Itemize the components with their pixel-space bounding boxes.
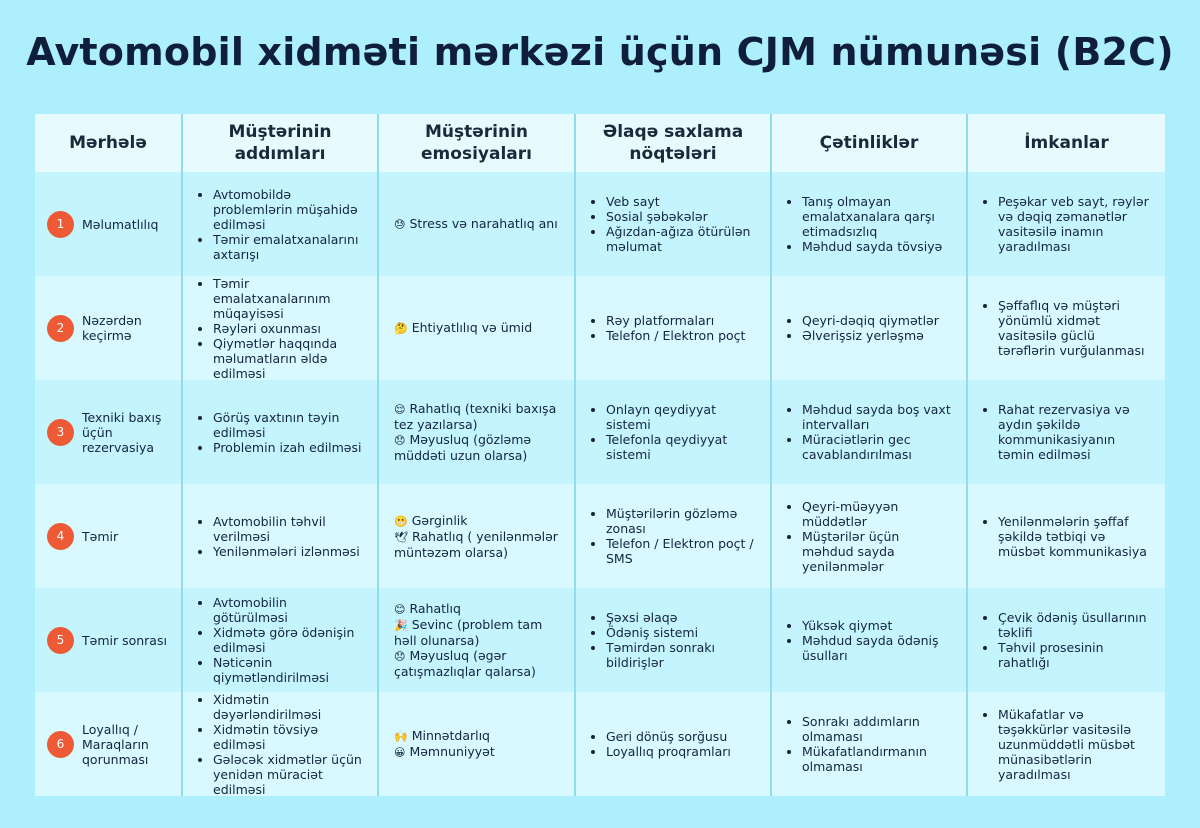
list-item: • Sosial şəbəkələr (606, 209, 758, 224)
challenges-cell (772, 172, 968, 276)
stage-label: Təmir (82, 528, 119, 544)
list-item: • Rəy platformaları (606, 313, 745, 328)
emotion-text: Rahatlıq (texniki baxışa tez yazılarsa) (394, 401, 557, 432)
touchpoints-cell (576, 588, 772, 692)
emotion-emoji-icon: 😬 (394, 514, 408, 528)
steps-cell-list (183, 410, 377, 455)
emotions-cell (379, 484, 576, 588)
list-item: • Məhdud sayda ödəniş üsulları (802, 633, 954, 663)
emotions-cell (379, 588, 576, 692)
emotion-item (394, 216, 558, 232)
list-item: • Təmir emalatxanalarınım müqayisəsi (213, 276, 365, 321)
challenges-cell-list (772, 714, 966, 774)
emotion-text: Minnətdarlıq (411, 728, 490, 743)
stage-label: Məlumatlılıq (82, 216, 159, 232)
list-item: • Geri dönüş sorğusu (606, 729, 731, 744)
list-item: • Telefon / Elektron poçt / SMS (606, 536, 758, 566)
emotion-item (394, 432, 562, 463)
stage-number-badge: 5 (47, 627, 74, 654)
emotions-cell (379, 172, 576, 276)
stage-number-badge: 4 (47, 523, 74, 550)
stage-number-badge: 1 (47, 211, 74, 238)
touchpoints-cell (576, 172, 772, 276)
list-item: • Təmirdən sonrakı bildirişlər (606, 640, 758, 670)
emotion-text: Məyusluq (əgər çatışmazlıqlar qalarsa) (394, 648, 536, 679)
emotion-emoji-icon: 😞 (394, 650, 406, 663)
steps-cell (183, 484, 379, 588)
emotion-emoji-icon: 🕊 (394, 530, 408, 544)
stage-label: Nəzərdən keçirmə (82, 313, 142, 343)
list-item: • Görüş vaxtının təyin edilməsi (213, 410, 365, 440)
emotion-text: Ehtiyatlılıq və ümid (411, 320, 533, 335)
opportunities-cell-list (968, 402, 1165, 462)
challenges-cell-list (772, 194, 966, 254)
emotion-item (394, 617, 562, 648)
steps-cell (183, 692, 379, 796)
list-item: • Təhvil prosesinin rahatlığı (998, 640, 1153, 670)
opportunities-cell-list (968, 514, 1165, 559)
touchpoints-cell (576, 692, 772, 796)
emotion-text: Stress və narahatlıq anı (409, 216, 558, 231)
stage-label: Təmir sonrası (82, 632, 167, 648)
emotion-emoji-icon: 😌 (394, 403, 406, 416)
list-item: • Çevik ödəniş üsullarının təklifi (998, 610, 1153, 640)
list-item: • Problemin izah edilməsi (213, 440, 365, 455)
header-steps: Müştərinin addımları (183, 114, 379, 172)
emotions-list (394, 728, 495, 760)
opportunities-cell-list (968, 298, 1165, 358)
opportunities-cell (968, 172, 1165, 276)
emotion-text: Sevinc (problem tam həll olunarsa) (394, 617, 543, 648)
opportunities-cell-list (968, 194, 1165, 254)
emotion-item (394, 401, 562, 432)
list-item: • Peşəkar veb sayt, rəylər və dəqiq zəmanətlər vasitəsilə inamın yaradılması (998, 194, 1153, 254)
list-item: • Müraciətlərin gec cavablandırılması (802, 432, 954, 462)
emotion-emoji-icon: 😀 (394, 746, 406, 759)
stage-cell (35, 380, 183, 484)
emotion-emoji-icon: 😞 (394, 434, 406, 447)
list-item: • Yüksək qiymət (802, 618, 954, 633)
stage-number-badge: 3 (47, 419, 74, 446)
emotion-item (394, 529, 562, 560)
list-item: • Ödəniş sistemi (606, 625, 758, 640)
stage-cell (35, 172, 183, 276)
list-item: • Avtomobildə problemlərin müşahidə edilməsi (213, 187, 365, 232)
emotion-item (394, 728, 495, 744)
list-item: • Qeyri-dəqiq qiymətlər (802, 313, 939, 328)
emotion-text: Gərginlik (411, 512, 468, 528)
touchpoints-cell-list (576, 506, 770, 566)
steps-cell (183, 276, 379, 380)
emotion-emoji-icon: 🎉 (394, 619, 408, 632)
list-item: • Veb sayt (606, 194, 758, 209)
touchpoints-cell-list (576, 313, 757, 343)
emotions-list (394, 513, 562, 560)
touchpoints-cell (576, 276, 772, 380)
page-title: Avtomobil xidməti mərkəzi üçün CJM nümunəsi (B2C) (26, 30, 1174, 74)
challenges-cell (772, 484, 968, 588)
list-item: • Məhdud sayda boş vaxt intervalları (802, 402, 954, 432)
list-item: • Şəffaflıq və müştəri yönümlü xidmət vasitəsilə güclü tərəflərin vurğulanması (998, 298, 1153, 358)
list-item: • Xidmətin dəyərləndirilməsi (213, 692, 365, 722)
emotions-cell (379, 380, 576, 484)
header-stage: Mərhələ (35, 114, 183, 172)
list-item: • Sonrakı addımların olmaması (802, 714, 954, 744)
list-item: • Telefon / Elektron poçt (606, 328, 745, 343)
list-item: • Təmir emalatxanalarını axtarışı (213, 232, 365, 262)
stage-number-badge: 2 (47, 315, 74, 342)
touchpoints-cell (576, 484, 772, 588)
emotions-cell (379, 276, 576, 380)
list-item: • Loyallıq proqramları (606, 744, 731, 759)
challenges-cell (772, 692, 968, 796)
emotion-emoji-icon: 🤔 (394, 322, 408, 335)
opportunities-cell (968, 380, 1165, 484)
list-item: • Nəticənin qiymətləndirilməsi (213, 655, 365, 685)
list-item: • Məhdud sayda tövsiyə (802, 239, 954, 254)
stage-cell (35, 484, 183, 588)
opportunities-cell-list (968, 707, 1165, 782)
list-item: • Xidmətin tövsiyə edilməsi (213, 722, 365, 752)
emotions-list (394, 216, 558, 232)
list-item: • Gələcək xidmətlər üçün yenidən müraciət edilməsi (213, 752, 365, 797)
list-item: • Yenilənmələrin şəffaf şəkildə tətbiqi və müsbət kommunikasiya (998, 514, 1153, 559)
touchpoints-cell (576, 380, 772, 484)
steps-cell-list (183, 187, 377, 262)
opportunities-cell-list (968, 610, 1165, 670)
list-item: • Avtomobilin təhvil verilməsi (213, 514, 365, 544)
list-item: • Yenilənmələri izlənməsi (213, 544, 365, 559)
challenges-cell (772, 276, 968, 380)
steps-cell (183, 172, 379, 276)
list-item: • Müştərilər üçün məhdud sayda yenilənmələr (802, 529, 954, 574)
emotion-text: Məyusluq (gözləmə müddəti uzun olarsa) (394, 432, 532, 463)
stage-cell (35, 276, 183, 380)
steps-cell (183, 588, 379, 692)
list-item: • Ağızdan-ağıza ötürülən məlumat (606, 224, 758, 254)
list-item: • Onlayn qeydiyyat sistemi (606, 402, 758, 432)
challenges-cell-list (772, 402, 966, 462)
list-item: • Mükafatlandırmanın olmaması (802, 744, 954, 774)
opportunities-cell (968, 484, 1165, 588)
steps-cell-list (183, 514, 377, 559)
steps-cell-list (183, 692, 377, 797)
list-item: • Qeyri-müəyyən müddətlər (802, 499, 954, 529)
challenges-cell-list (772, 499, 966, 574)
header-touchpoints: Əlaqə saxlama nöqtələri (576, 114, 772, 172)
challenges-cell (772, 588, 968, 692)
emotions-list (394, 401, 562, 463)
opportunities-cell (968, 588, 1165, 692)
stage-label: Texniki baxış üçün rezervasiya (82, 409, 162, 455)
list-item: • Qiymətlər haqqında məlumatların əldə edilməsi (213, 336, 365, 381)
touchpoints-cell-list (576, 610, 770, 670)
cjm-table (35, 114, 1165, 796)
emotions-list (394, 601, 562, 679)
steps-cell-list (183, 595, 377, 685)
list-item: • Şəxsi əlaqə (606, 610, 758, 625)
emotion-text: Rahatlıq (409, 601, 461, 616)
emotion-emoji-icon: 🙌 (394, 730, 408, 743)
header-opportunities: İmkanlar (968, 114, 1165, 172)
touchpoints-cell-list (576, 402, 770, 462)
steps-cell-list (183, 276, 377, 381)
list-item: • Müştərilərin gözləmə zonası (606, 506, 758, 536)
emotions-list (394, 320, 532, 336)
emotion-item (394, 601, 562, 617)
opportunities-cell (968, 276, 1165, 380)
emotion-emoji-icon: 😊 (394, 603, 406, 616)
list-item: • Tanış olmayan emalatxanalara qarşı etimadsızlıq (802, 194, 954, 239)
emotion-item (394, 648, 562, 679)
list-item: • Rahat rezervasiya və aydın şəkildə kommunikasiyanın təmin edilməsi (998, 402, 1153, 462)
emotion-item (394, 744, 495, 760)
emotion-emoji-icon: 😓 (394, 218, 406, 231)
header-challenges: Çətinliklər (772, 114, 968, 172)
stage-cell (35, 588, 183, 692)
list-item: • Əlverişsiz yerləşmə (802, 328, 939, 343)
emotion-item (394, 513, 562, 529)
list-item: • Telefonla qeydiyyat sistemi (606, 432, 758, 462)
emotion-item (394, 320, 532, 336)
steps-cell (183, 380, 379, 484)
list-item: • Mükafatlar və təşəkkürlər vasitəsilə uzunmüddətli müsbət münasibətlərin yaradılması (998, 707, 1153, 782)
emotion-text: Rahatlıq ( yenilənmələr müntəzəm olarsa) (394, 528, 558, 560)
list-item: • Xidmətə görə ödənişin edilməsi (213, 625, 365, 655)
touchpoints-cell-list (576, 729, 743, 759)
emotions-cell (379, 692, 576, 796)
list-item: • Rəyləri oxunması (213, 321, 365, 336)
challenges-cell-list (772, 313, 951, 343)
list-item: • Avtomobilin götürülməsi (213, 595, 365, 625)
stage-label: Loyallıq / Maraqların qorunması (82, 721, 149, 767)
stage-cell (35, 692, 183, 796)
stage-number-badge: 6 (47, 731, 74, 758)
touchpoints-cell-list (576, 194, 770, 254)
opportunities-cell (968, 692, 1165, 796)
header-emotions: Müştərinin emosiyaları (379, 114, 576, 172)
emotion-text: Məmnuniyyət (409, 744, 495, 759)
challenges-cell-list (772, 618, 966, 663)
challenges-cell (772, 380, 968, 484)
